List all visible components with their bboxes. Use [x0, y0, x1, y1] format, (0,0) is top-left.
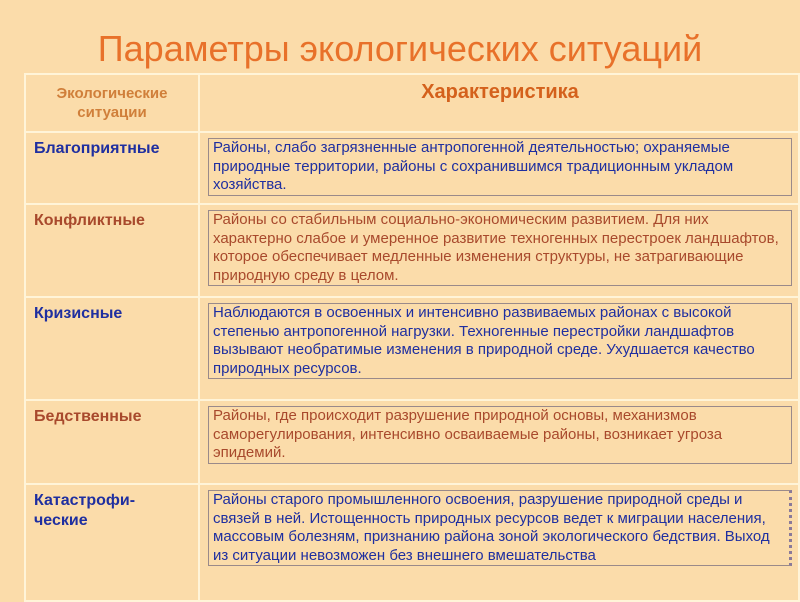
situation-name: [25, 132, 199, 204]
table-row: [25, 484, 799, 601]
header-situations-line2: ситуации: [77, 104, 147, 121]
situation-name: [25, 204, 199, 297]
situation-name-line1: Бедственные: [34, 408, 142, 425]
table-row: [25, 297, 799, 400]
situation-name: [25, 400, 199, 484]
characteristic-text: Районы старого промышленного освоения, разрушение природной среды и связей в ней. Истощенность природных ресурсов ведет к миграции населения, массовым болезням, признанию района зоной экологического бедствия. Выход из ситуации невозможен без внешнего вмешательства: [208, 490, 792, 566]
situation-characteristic: [199, 204, 799, 297]
table-row: [25, 400, 799, 484]
table-row: [25, 204, 799, 297]
situation-characteristic: [199, 484, 799, 601]
characteristic-text: Районы, слабо загрязненные антропогенной деятельностью; охраняемые природные территории, районы с сохранившимся традиционным укладом хозяйства.: [208, 138, 792, 196]
situation-name: [25, 484, 199, 601]
characteristic-text: Районы со стабильным социально-экономическим развитием. Для них характерно слабое и умеренное развитие техногенных перестроек ландшафтов, которое обеспечивает медленные изменения структуры, не затрагивающие природную среду в целом.: [208, 210, 792, 286]
situations-table: [24, 73, 800, 602]
characteristic-text: Наблюдаются в освоенных и интенсивно развиваемых районах с высокой степенью антропогенной нагрузки. Техногенные перестройки ландшафтов вызывают необратимые изменения в природной среде. Ухудшается качество природных ресурсов.: [208, 303, 792, 379]
situations-table-wrapper: [24, 73, 798, 600]
situation-name: [25, 297, 199, 400]
situation-name-line2: ческие: [34, 512, 88, 529]
page-title: Параметры экологических ситуаций: [97, 28, 703, 69]
situation-characteristic: [199, 132, 799, 204]
table-header-row: [25, 74, 799, 132]
situation-name-line1: Благоприятные: [34, 140, 160, 157]
situation-characteristic: [199, 400, 799, 484]
situation-name-line1: Кризисные: [34, 305, 123, 322]
situation-name-line1: Конфликтные: [34, 212, 145, 229]
header-characteristic: Характеристика: [199, 74, 799, 132]
table-row: [25, 132, 799, 204]
characteristic-text: Районы, где происходит разрушение природной основы, механизмов саморегулирования, интенсивно осваиваемые районы, возникает угроза эпидемий.: [208, 406, 792, 464]
situation-name-line1: Катастрофи-: [34, 492, 136, 509]
header-situations-line1: Экологические: [56, 85, 168, 102]
situation-characteristic: [199, 297, 799, 400]
header-situations: [25, 74, 199, 132]
